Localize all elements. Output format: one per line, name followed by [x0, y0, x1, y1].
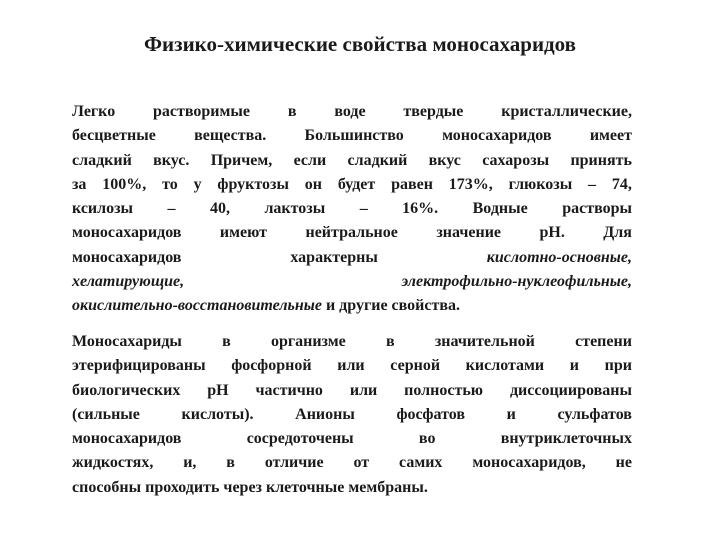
word: –	[359, 200, 368, 218]
word: у	[193, 175, 202, 193]
text-line	[72, 246, 632, 270]
word: принять	[570, 151, 632, 169]
word: имеет	[589, 127, 632, 145]
word: и,	[183, 454, 197, 472]
word: полностью	[404, 381, 484, 399]
word: твердые	[403, 103, 464, 120]
text-line	[72, 451, 632, 475]
text-line	[72, 221, 632, 245]
word: он	[304, 175, 322, 193]
word: –	[167, 200, 176, 218]
word: хелатирующие,	[72, 273, 185, 291]
word: организме	[270, 333, 346, 350]
word: будет	[337, 175, 376, 193]
text-line	[72, 100, 632, 124]
word: фосфатов	[396, 405, 465, 423]
word: моносахаридов	[72, 430, 182, 448]
word: электрофильно-нуклеофильные,	[401, 273, 632, 291]
word: 74,	[611, 175, 632, 193]
word: то	[162, 175, 178, 193]
word: и	[506, 405, 516, 423]
word: 173%,	[448, 175, 493, 193]
word: в	[385, 333, 395, 350]
word: диссоциированы	[509, 381, 632, 399]
word: Причем,	[210, 151, 273, 169]
word: сладкий	[347, 151, 408, 169]
word: характерны	[290, 248, 378, 266]
word: сульфатов	[557, 405, 632, 423]
word: имеют	[219, 224, 268, 242]
text-line	[72, 149, 632, 173]
word: сосредоточены	[246, 430, 354, 448]
word: или	[349, 381, 378, 399]
word: ксилозы	[72, 200, 134, 218]
text-line	[72, 403, 632, 427]
word: за	[72, 175, 87, 193]
word: биологических	[72, 381, 181, 399]
word: 16%.	[402, 200, 439, 218]
word: Водные	[472, 200, 528, 218]
word: внутриклеточных	[500, 430, 632, 448]
word: растворимые	[153, 103, 251, 120]
page-title: Физико-химические свойства моносахаридов	[144, 32, 576, 56]
text-line	[72, 427, 632, 451]
line-ending: и другие свойства.	[321, 297, 460, 315]
word: степени	[575, 333, 632, 350]
word: вкус	[428, 151, 461, 169]
text-line	[72, 330, 632, 354]
word: фруктозы	[217, 175, 289, 193]
word: не	[615, 454, 632, 472]
paragraph-properties	[72, 100, 632, 319]
word: и	[569, 357, 580, 375]
word: глюкозы	[508, 175, 573, 193]
word: частично	[255, 381, 323, 399]
text-line	[72, 124, 632, 148]
word: значение	[436, 224, 502, 242]
word: вкус.	[153, 151, 190, 169]
word: растворы	[562, 200, 632, 218]
word: при	[604, 357, 632, 375]
word: моносахаридов	[442, 127, 552, 145]
word: жидкостях,	[72, 454, 154, 472]
word: в	[226, 454, 235, 472]
word: pH	[207, 381, 229, 399]
paragraph-organism	[72, 330, 632, 500]
text-line	[72, 270, 632, 294]
line-text: способны проходить через клеточные мембраны.	[72, 478, 428, 496]
word: бесцветные	[72, 127, 156, 145]
word: кислотами	[465, 357, 545, 375]
italic-term: окислительно-восстановительные	[72, 297, 322, 315]
word: кислоты).	[181, 405, 254, 423]
text-line	[72, 197, 632, 221]
word: pH.	[539, 224, 565, 242]
word: сахарозы	[482, 151, 550, 169]
word: 100%,	[102, 175, 147, 193]
word: фосфорной	[231, 357, 312, 375]
word: отличие	[264, 454, 324, 472]
text-line	[72, 379, 632, 403]
word: равен	[391, 175, 433, 193]
word: Анионы	[295, 405, 355, 423]
word: Легко	[72, 103, 116, 120]
word: кристаллические,	[501, 103, 632, 120]
text-line	[72, 294, 632, 318]
word: Моносахариды	[72, 333, 182, 350]
word: если	[293, 151, 327, 169]
word: лактозы	[264, 200, 326, 218]
text-line	[72, 354, 632, 378]
word: самих	[399, 454, 443, 472]
word: этерифицированы	[72, 357, 206, 375]
word: –	[588, 175, 597, 193]
word: в	[287, 103, 297, 120]
word: сладкий	[72, 151, 132, 169]
word: моносахаридов	[72, 224, 182, 242]
word: серной	[390, 357, 441, 375]
word: воде	[334, 103, 366, 120]
word: Большинство	[304, 127, 404, 145]
text-line	[72, 476, 632, 500]
word: от	[353, 454, 370, 472]
word: или	[337, 357, 365, 375]
word: моносахаридов	[72, 248, 182, 266]
word: в	[222, 333, 231, 350]
word: 40,	[209, 200, 230, 218]
word: нейтральное	[305, 224, 398, 242]
word: вещества.	[194, 127, 267, 145]
text-line	[72, 173, 632, 197]
word: (сильные	[72, 405, 140, 423]
word: кислотно-основные,	[486, 248, 632, 266]
word: во	[418, 430, 436, 448]
word: значительной	[434, 333, 535, 350]
word: Для	[603, 224, 632, 242]
word: моносахаридов,	[472, 454, 586, 472]
